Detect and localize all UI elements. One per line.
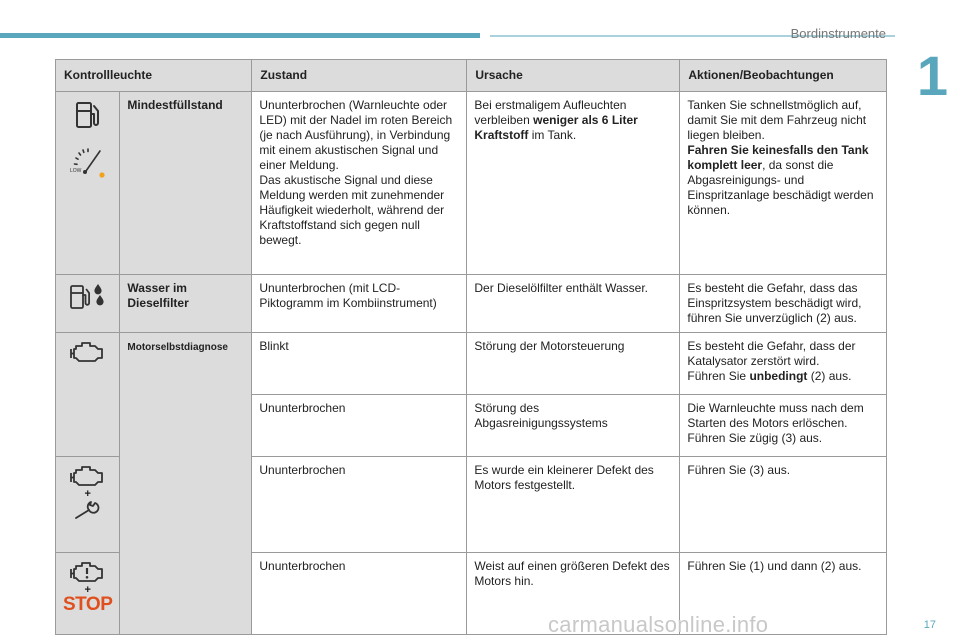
zustand-cell: Ununterbrochen xyxy=(252,553,467,635)
warning-name: Mindestfüllstand xyxy=(120,92,252,275)
aktion-text-end: , da sonst die Abgasreinigungs- und Einspritzanlage beschädigt werden können. xyxy=(687,158,874,217)
wrench-icon xyxy=(73,499,103,521)
warning-name xyxy=(120,333,252,635)
fuel-pump-icon xyxy=(71,98,105,132)
ursache-text: Bei erstmaligem Aufleuchten verbleiben xyxy=(474,98,627,127)
icon-cell xyxy=(56,457,120,553)
zustand-cell xyxy=(252,92,467,275)
ursache-emphasis: weniger als 6 Liter Kraftstoff xyxy=(474,113,638,142)
header-zustand: Zustand xyxy=(252,60,467,92)
section-title: Bordinstrumente xyxy=(790,26,886,41)
aktion-text: Es besteht die Gefahr, dass der Katalysator zerstört wird. Führen Sie xyxy=(687,339,856,383)
plus-sign: + xyxy=(84,488,91,500)
aktion-emphasis: Fahren Sie keinesfalls den Tank komplett leer xyxy=(687,143,869,172)
ursache-cell: Weist auf einen größeren Defekt des Motors hin. xyxy=(467,553,680,635)
aktion-cell: Führen Sie (1) und dann (2) aus. xyxy=(680,553,887,635)
icon-cell xyxy=(56,553,120,635)
aktion-cell xyxy=(680,92,887,275)
zustand-cell: Blinkt xyxy=(252,333,467,395)
aktion-text: Tanken Sie schnellstmöglich auf, damit Sie mit dem Fahrzeug nicht liegen bleiben. xyxy=(687,98,867,142)
plus-sign: + xyxy=(84,584,91,596)
chapter-number: 1 xyxy=(916,44,949,107)
stop-icon: STOP xyxy=(63,594,113,615)
icon-cell xyxy=(56,333,120,457)
icon-cell xyxy=(56,275,120,333)
table-header-row xyxy=(56,60,887,92)
aktion-emphasis: unbedingt xyxy=(749,369,808,383)
header-kontrollleuchte: Kontrollleuchte xyxy=(56,60,252,92)
fuel-gauge-icon xyxy=(67,144,109,180)
zustand-text: Ununterbrochen (Warnleuchte oder LED) mit der Nadel im roten Bereich (je nach Ausführung), in Verbindung mit einem akustischen Signal und einer Meldung. Das akustische Signal und diese Meldung werden mit zunehmender Häufigkeit wiederholt, während der Kraftstoffstand sich gegen null bewegt. xyxy=(259,98,453,247)
aktion-text-end: (2) aus. xyxy=(807,369,852,383)
header-ursache: Ursache xyxy=(467,60,680,92)
aktion-cell: Die Warnleuchte muss nach dem Starten des Motors erlöschen. Führen Sie zügig (3) aus. xyxy=(680,395,887,457)
ursache-cell xyxy=(467,92,680,275)
water-in-diesel-icon xyxy=(68,281,108,313)
warning-lights-table xyxy=(55,59,887,635)
page-number: 17 xyxy=(923,619,936,631)
header-accent-bar xyxy=(0,33,480,38)
zustand-cell: Ununterbrochen xyxy=(252,395,467,457)
table-row xyxy=(56,275,887,333)
icon-cell xyxy=(56,92,120,275)
aktion-cell xyxy=(680,333,887,395)
engine-exclamation-icon xyxy=(70,559,106,585)
zustand-cell: Ununterbrochen xyxy=(252,457,467,553)
aktion-cell: Es besteht die Gefahr, dass das Einspritzsystem beschädigt wird, führen Sie unverzüglich (2) aus. xyxy=(680,275,887,333)
ursache-cell: Es wurde ein kleinerer Defekt des Motors festgestellt. xyxy=(467,457,680,553)
ursache-cell: Der Dieselölfilter enthält Wasser. xyxy=(467,275,680,333)
warning-name-text: Motorselbstdiagnose xyxy=(127,342,228,353)
warning-name: Wasser im Dieselfilter xyxy=(120,275,252,333)
table-row xyxy=(56,92,887,275)
svg-text:LOW: LOW xyxy=(69,168,82,174)
engine-icon xyxy=(70,463,106,489)
engine-icon xyxy=(70,339,106,365)
zustand-cell: Ununterbrochen (mit LCD-Piktogramm im Kombiinstrument) xyxy=(252,275,467,333)
header-aktionen: Aktionen/Beobachtungen xyxy=(680,60,887,92)
aktion-cell: Führen Sie (3) aus. xyxy=(680,457,887,553)
ursache-cell: Störung des Abgasreinigungssystems xyxy=(467,395,680,457)
table-row xyxy=(56,333,887,395)
watermark: carmanualsonline.info xyxy=(548,612,769,637)
ursache-cell: Störung der Motorsteuerung xyxy=(467,333,680,395)
ursache-text-end: im Tank. xyxy=(528,128,577,142)
